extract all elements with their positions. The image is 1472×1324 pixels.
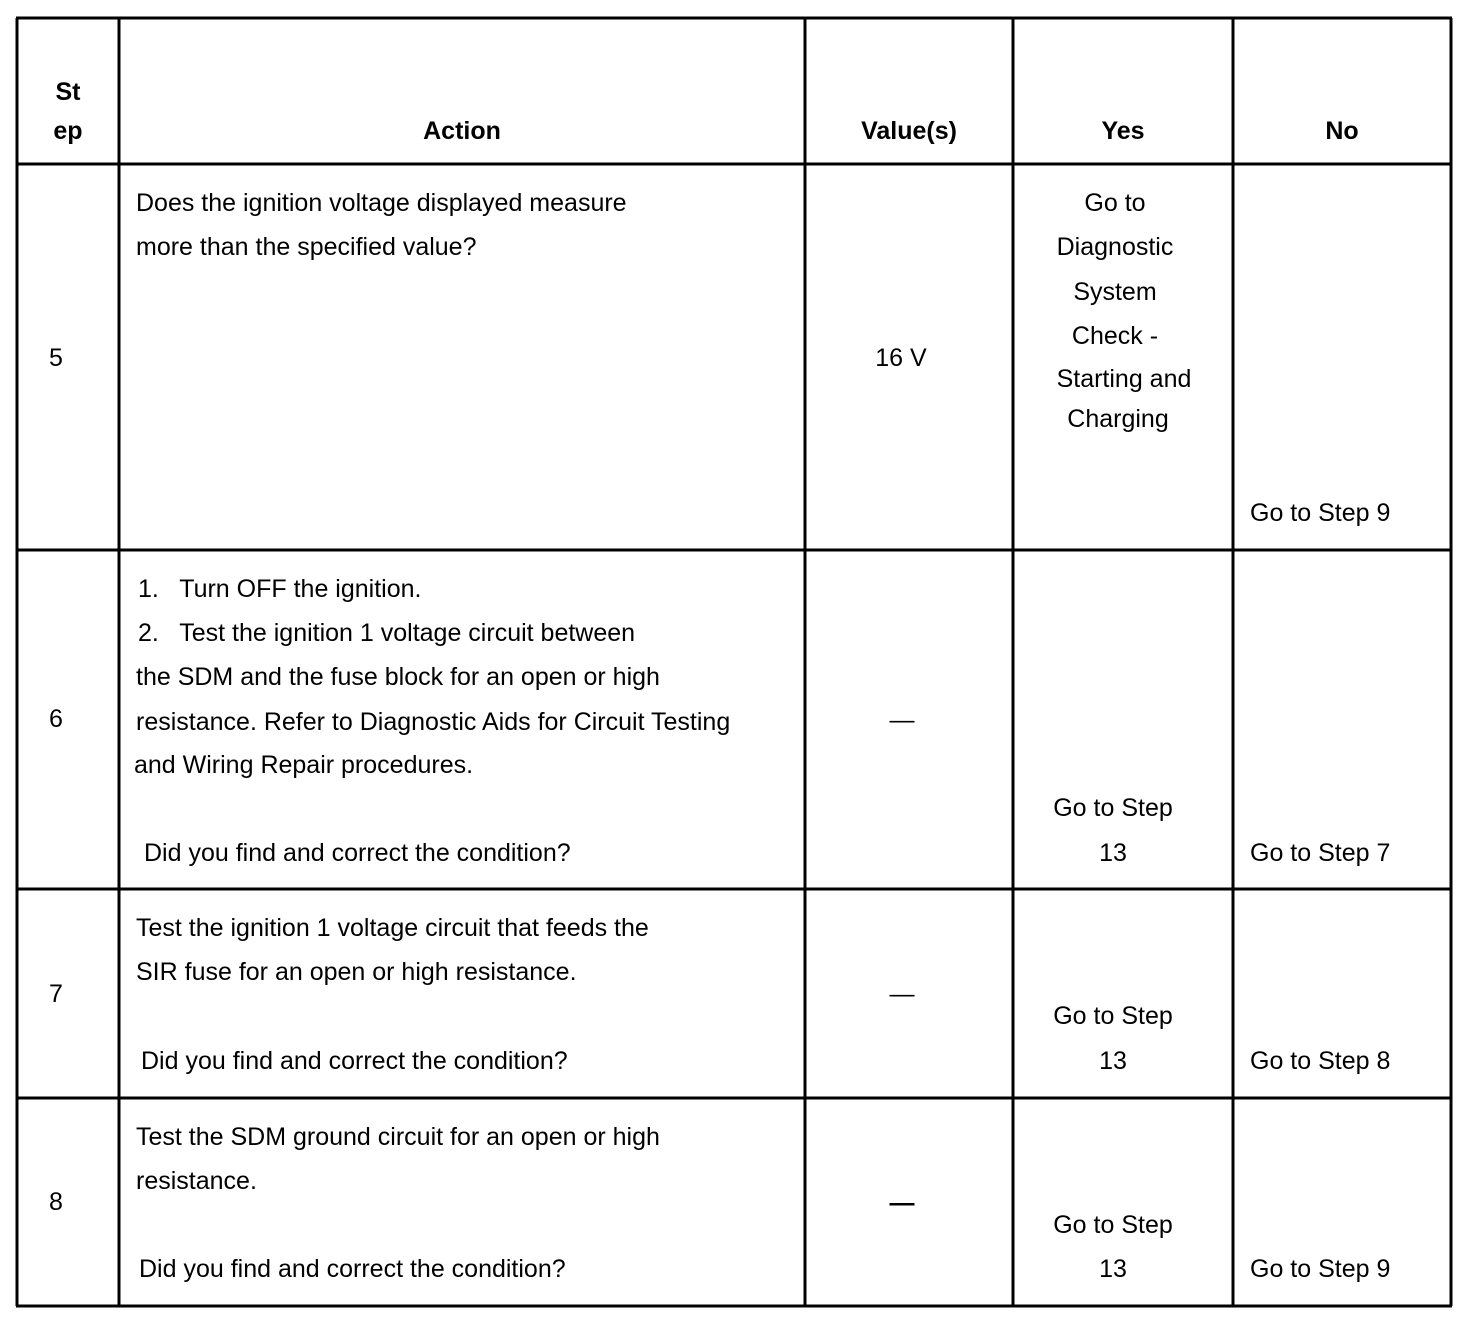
value-text: —: [889, 980, 915, 1008]
action-list-item: 2. Test the ignition 1 voltage circuit between: [138, 619, 636, 647]
header-yes: Yes: [1101, 117, 1145, 145]
step-number: 7: [49, 980, 63, 1008]
value-text: —: [889, 1189, 915, 1217]
action-text: Does the ignition voltage displayed measure: [136, 189, 627, 217]
no-text: Go to Step 9: [1250, 499, 1391, 527]
action-text: resistance. Refer to Diagnostic Aids for Circuit Testing: [136, 708, 731, 736]
action-text: Test the ignition 1 voltage circuit that feeds the: [136, 914, 649, 942]
yes-text: Go to Step: [1053, 1211, 1173, 1239]
action-list-item: 1. Turn OFF the ignition.: [138, 575, 422, 603]
action-question: Did you find and correct the condition?: [139, 1255, 566, 1283]
action-text: SIR fuse for an open or high resistance.: [136, 958, 577, 986]
yes-text: Diagnostic: [1056, 233, 1174, 261]
header-step-line2: ep: [53, 117, 83, 145]
no-text: Go to Step 7: [1250, 839, 1391, 867]
step-number: 6: [49, 705, 63, 733]
action-question: Did you find and correct the condition?: [141, 1047, 568, 1075]
yes-text: Go to Step: [1053, 794, 1173, 822]
header-action: Action: [423, 117, 501, 145]
step-number: 8: [49, 1188, 63, 1216]
yes-text: Go to Step: [1053, 1002, 1173, 1030]
yes-text: 13: [1099, 1255, 1127, 1283]
yes-text: Check -: [1071, 322, 1159, 350]
action-text: more than the specified value?: [136, 233, 477, 261]
yes-text: System: [1073, 278, 1157, 306]
yes-text: Charging: [1067, 405, 1169, 433]
no-text: Go to Step 9: [1250, 1255, 1391, 1283]
yes-text: Starting and: [1056, 365, 1192, 393]
yes-text: 13: [1099, 839, 1127, 867]
action-text: resistance.: [136, 1167, 257, 1195]
no-text: Go to Step 8: [1250, 1047, 1391, 1075]
header-step-line1: St: [55, 78, 81, 106]
action-text: the SDM and the fuse block for an open or high: [136, 663, 660, 691]
header-no: No: [1325, 117, 1359, 145]
yes-text: Go to: [1084, 189, 1146, 217]
step-number: 5: [49, 344, 63, 372]
yes-text: 13: [1099, 1047, 1127, 1075]
value-text: —: [889, 706, 915, 734]
action-text: and Wiring Repair procedures.: [134, 751, 474, 779]
action-text: Test the SDM ground circuit for an open or high: [136, 1123, 660, 1151]
value-text: 16 V: [875, 344, 927, 372]
action-question: Did you find and correct the condition?: [144, 839, 571, 867]
header-values: Value(s): [861, 117, 957, 145]
